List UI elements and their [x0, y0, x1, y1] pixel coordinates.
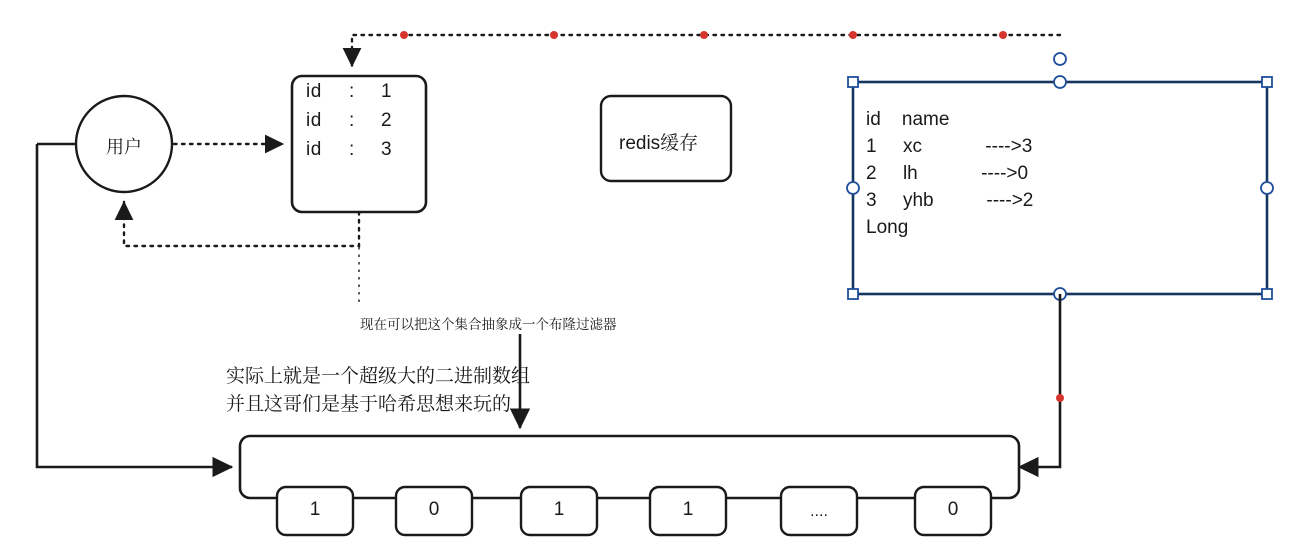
id-row-value-2: 3 [381, 139, 393, 160]
bit-cell-label-5: 0 [947, 499, 959, 520]
table-row-1: 2 lh ---->0 [866, 163, 1029, 184]
bit-cell-label-0: 1 [309, 499, 321, 520]
id-row-key-2: id [306, 139, 322, 160]
table-row-2: 3 yhb ---->2 [866, 190, 1034, 211]
caption-array-line-1: 实际上就是一个超级大的二进制数组 [226, 366, 531, 387]
edge-midpoint-dot [1056, 394, 1064, 402]
bit-cell-label-4: .... [810, 503, 828, 520]
edge-table-to-idlist [352, 35, 1060, 66]
table-header: id name [866, 109, 950, 130]
table-footer: Long [866, 217, 909, 238]
id-row-key-1: id [306, 110, 322, 131]
id-row-sep-0: : [349, 81, 355, 102]
id-row-value-1: 2 [381, 110, 393, 131]
bit-cell-label-2: 1 [553, 499, 565, 520]
bit-cell-label-3: 1 [682, 499, 694, 520]
bit-cell-label-1: 0 [428, 499, 440, 520]
id-row-key-0: id [306, 81, 322, 102]
id-row-sep-1: : [349, 110, 355, 131]
table-row-0: 1 xc ---->3 [866, 136, 1033, 157]
redis-box-label: redis缓存 [619, 133, 699, 154]
edge-user-to-bitarray [37, 144, 232, 467]
caption-array-line-2: 并且这哥们是基于哈希思想来玩的 [226, 394, 512, 415]
id-row-sep-2: : [349, 139, 355, 160]
edge-table-to-bitarray [1019, 294, 1060, 467]
bit-array-bar [240, 436, 1019, 498]
id-row-value-0: 1 [381, 81, 393, 102]
user-node-label: 用户 [106, 137, 142, 157]
caption-abstract: 现在可以把这个集合抽象成一个布隆过滤器 [360, 317, 617, 332]
